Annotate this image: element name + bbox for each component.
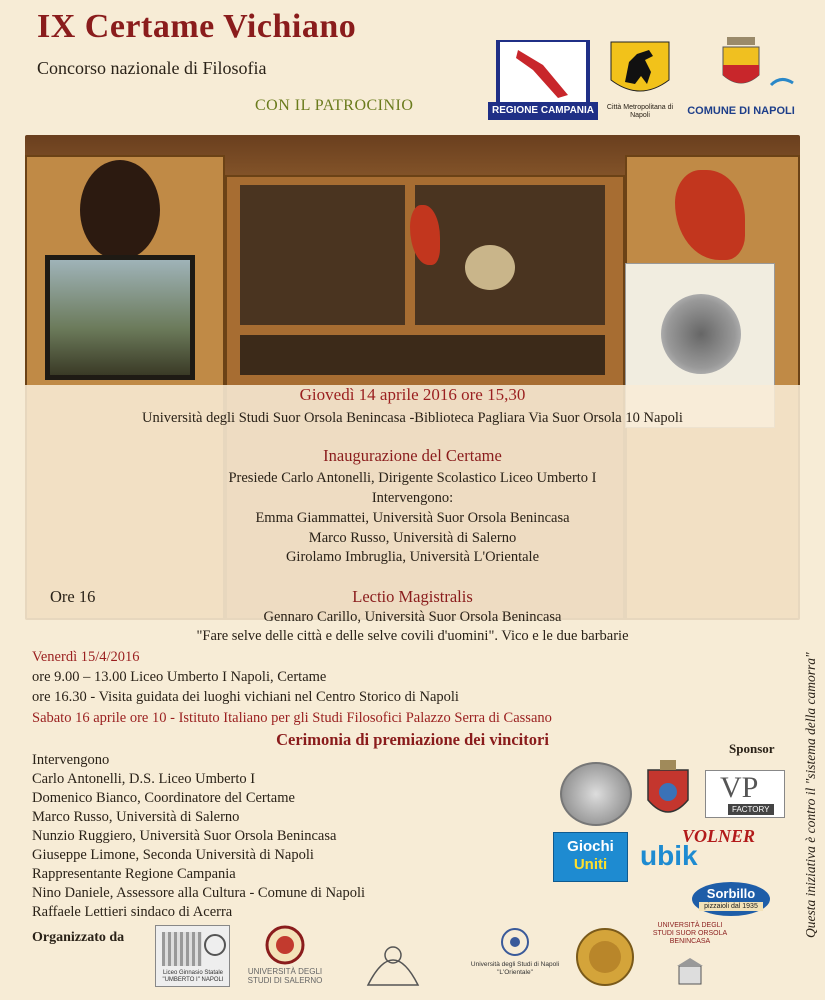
salerno-logo — [235, 925, 335, 990]
shelf-upper — [240, 185, 405, 325]
ore16-label: Ore 16 — [50, 587, 96, 606]
final-speaker-1: Carlo Antonelli, D.S. Liceo Umberto I — [32, 771, 256, 787]
suor-orsola-building-icon — [675, 956, 705, 986]
comune-napoli-caption: COMUNE DI NAPOLI — [687, 105, 795, 117]
intervengono-label-1: Intervengono: — [371, 490, 454, 506]
organizzato-label: Organizzato da — [32, 930, 125, 945]
regione-campania-emblem — [488, 40, 598, 108]
crest-sponsor-logo — [638, 758, 698, 828]
citta-metropolitana-logo — [605, 40, 675, 125]
intervengono-label-2: Intervengono — [32, 752, 110, 768]
anti-camorra-side-note: Questa iniziativa è contro il "sistema della camorra" — [803, 652, 818, 938]
speaker-1: Emma Giammattei, Università Suor Orsola Benincasa — [255, 510, 570, 526]
salerno-caption: UNIVERSITÀ DEGLI STUDI DI SALERNO — [247, 967, 323, 985]
poster-subtitle: Concorso nazionale di Filosofia — [37, 58, 267, 78]
final-speaker-5: Giuseppe Limone, Seconda Università di Napoli — [32, 847, 314, 863]
tree-roots-left — [80, 160, 160, 260]
gold-seal-logo — [570, 925, 640, 990]
patronage-label: CON IL PATROCINIO — [255, 97, 414, 114]
day1-venue: Università degli Studi Suor Orsola Benincasa -Biblioteca Pagliara Via Suor Orsola 10 Napoli — [142, 410, 683, 426]
republic-engraving-logo — [348, 925, 438, 993]
day2-line-2: ore 16.30 - Visita guidata dei luoghi vichiani nel Centro Storico di Napoli — [32, 689, 459, 705]
speaker-2: Marco Russo, Università di Salerno — [308, 530, 517, 546]
sorbillo-subtext: pizzaioli dal 1935 — [699, 902, 763, 911]
skull-object — [465, 245, 515, 290]
lectio-title: "Fare selve delle città e delle selve covili d'uomini". Vico e le due barbarie — [196, 628, 629, 644]
landscape-painting-left — [45, 255, 195, 380]
regione-campania-caption: REGIONE CAMPANIA — [488, 102, 598, 120]
giochi-text: Giochi — [567, 838, 614, 855]
liceo-umberto-caption: Liceo Ginnasio Statale "UMBERTO I" NAPOLI — [162, 970, 224, 983]
salerno-seal-icon — [265, 925, 305, 965]
sorbillo-text: Sorbillo — [706, 886, 756, 901]
sorbillo-logo — [692, 882, 770, 916]
sponsor-label: Sponsor — [729, 741, 775, 756]
final-speaker-8: Raffaele Lettieri sindaco di Acerra — [32, 904, 233, 920]
lectio-heading: Lectio Magistralis — [352, 587, 473, 606]
day3-heading: Sabato 16 aprile ore 10 - Istituto Italiano per gli Studi Filosofici Palazzo Serra di Cassano — [32, 710, 552, 726]
uniti-text: Uniti — [573, 856, 608, 873]
cerimonia-heading: Cerimonia di premiazione dei vincitori — [276, 730, 549, 749]
engraving-tree — [661, 294, 741, 374]
horse-icon — [605, 40, 675, 102]
volner-logo: VOLNER — [682, 826, 756, 846]
poster-title: IX Certame Vichiano — [37, 8, 357, 45]
day1-heading: Giovedì 14 aprile 2016 ore 15,30 — [299, 385, 526, 404]
inaugurazione-heading: Inaugurazione del Certame — [323, 446, 502, 465]
liceo-seal-icon — [204, 934, 226, 956]
suor-orsola-logo — [650, 922, 730, 994]
lectio-speaker: Gennaro Carillo, Università Suor Orsola Benincasa — [263, 609, 562, 625]
orientale-caption: Università degli Studi di Napoli "L'Orientale" — [470, 961, 560, 976]
comune-napoli-logo — [685, 35, 797, 125]
vp-mark: VP — [720, 771, 759, 804]
liceo-building-icon — [162, 932, 202, 966]
citta-metropolitana-caption: Città Metropolitana di Napoli — [606, 104, 674, 119]
speaker-3: Girolamo Imbruglia, Università L'Orientale — [285, 549, 540, 565]
final-speaker-6: Rappresentante Regione Campania — [32, 866, 236, 882]
final-speaker-4: Nunzio Ruggiero, Università Suor Orsola Benincasa — [32, 828, 337, 844]
giochi-uniti-logo — [553, 832, 628, 882]
final-speaker-3: Marco Russo, Università di Salerno — [32, 809, 240, 825]
napoli-bw-sponsor-logo — [560, 762, 632, 826]
regione-campania-logo — [488, 40, 598, 125]
day2-line-1: ore 9.00 – 13.00 Liceo Umberto I Napoli, Certame — [32, 669, 327, 685]
shelf-middle — [240, 335, 605, 375]
day2-heading: Venerdì 15/4/2016 — [32, 649, 140, 665]
vp-factory-caption: FACTORY — [728, 804, 774, 815]
presiede-line: Presiede Carlo Antonelli, Dirigente Scolastico Liceo Umberto I — [228, 470, 597, 486]
suor-orsola-caption: UNIVERSITÀ DEGLI STUDI SUOR ORSOLA BENINCASA — [652, 922, 728, 945]
napoli-crest-icon — [685, 35, 797, 97]
final-speaker-7: Nino Daniele, Assessore alla Cultura - Comune di Napoli — [32, 885, 366, 901]
final-speaker-2: Domenico Bianco, Coordinatore del Certame — [32, 790, 295, 806]
liceo-umberto-logo — [155, 925, 230, 987]
orientale-seal-icon — [500, 927, 530, 957]
vp-factory-logo — [705, 770, 785, 818]
orientale-logo — [470, 925, 560, 990]
ubik-logo: ubik — [640, 840, 698, 871]
